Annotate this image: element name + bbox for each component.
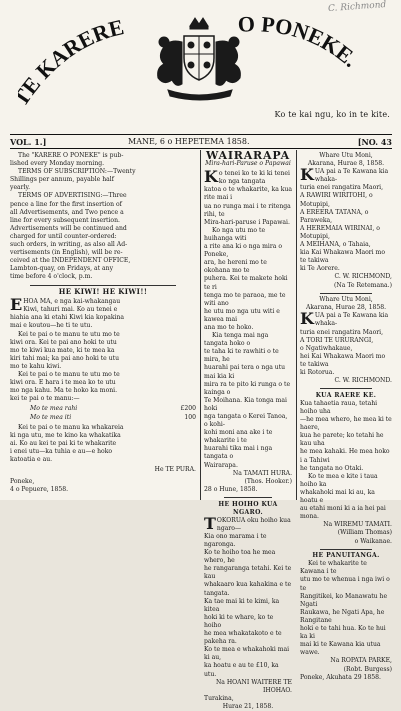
panui-signature-english: (Robt. Burgess) (343, 665, 392, 673)
text-line: mai e koutou—he ti te utu. (10, 322, 93, 330)
kiwi-notice (10, 295, 196, 403)
text-line: whakaaro kua kahakina e te tangata. (204, 581, 292, 597)
text-line: hiahia ana ki etahi Kiwi kia kopakina (10, 314, 125, 322)
text-line: Kia ono marama i te ngaronga. (204, 532, 267, 548)
text-line: kiwi ora. Kei te pai ano hoki te utu (10, 338, 117, 346)
drop-cap: K (204, 167, 218, 187)
price-label: Mo te mea iti (30, 413, 72, 421)
text-line: huarahi tika mai i nga tangata o (204, 445, 273, 461)
kaere-place: o Waikanae. (354, 537, 392, 545)
divider (30, 285, 176, 286)
drop-cap: T (204, 513, 216, 533)
text-line: ara, he hereni mo te okohana mo te (204, 259, 267, 275)
text-line: te taha ki te rawhiti o te mira, he (204, 348, 279, 364)
text-line: Ko nga utu mo te huihanga witi (204, 226, 266, 242)
text-line: ki Rotorua. (300, 369, 335, 377)
text-line: pence a line for the first insertion of (10, 200, 122, 208)
text-line: hei Kai Whakawa Maori mo te takiwa (300, 352, 386, 368)
text-line: ki nga utu, me te kino ka whakatika (10, 431, 121, 439)
text-line: mo nga kahu. Ma te hoko ka moni. (10, 387, 118, 395)
text-line: Lambton-quay, on Fridays, at any (10, 265, 114, 273)
wairarapa-subheading: Mira-hari-Paruse o Papawai (205, 160, 291, 168)
whare-header-1 (300, 152, 392, 168)
issue-rule (10, 148, 392, 149)
text-line: ua no runga mai i te ritenga rihi, te (204, 202, 291, 218)
text-line: he utu mo nga utu witi e kawea mai (204, 307, 280, 323)
column-separator (200, 150, 201, 500)
kiwi-place: Poneke, (10, 478, 35, 486)
divider (224, 497, 272, 498)
text-line: ka hoatu e au te £10, ka utu. (204, 662, 279, 678)
wairarapa-heading: WAIRARAPA (206, 149, 290, 162)
text-line: mai ki te Kawana kia utua wawe. (300, 641, 381, 657)
kiwi-date: 4 o Pepuere, 1858. (10, 486, 69, 494)
text-line: hoki e te tahi hua. Ko te hui ka ki (300, 625, 386, 641)
motto: Ko te kai ngu, ko in te kite. (274, 110, 390, 119)
text-line: Akarana, Hurae 28, 1858. (305, 304, 387, 312)
price-list (30, 405, 196, 421)
divider (320, 549, 372, 550)
text-line: he mea kahaki. He mea hoko i a Tahiwi (300, 448, 390, 464)
text-line: hoki ki te whare, ko te hoiho (204, 613, 274, 629)
text-line: mira ra te pito ki runga o te kainga o (204, 380, 291, 396)
text-line: ai. Ko au kei te pai ki te whakarite (10, 439, 117, 447)
text-line: nga tangata o Kerei Tanoa, o kohi- (204, 413, 288, 429)
text-line: A MEIHANA, o Tahaia, (300, 241, 371, 249)
price-row (30, 414, 196, 422)
divider (320, 388, 372, 389)
hoiho-signature: Na HOANI WAITERE TE IHOHAO. (215, 678, 292, 694)
appointment-signature-1: C. W. RICHMOND, (334, 273, 392, 281)
text-line: kiwi ora. E hara i te mea ko te utu (10, 379, 116, 387)
text-line: TERMS OF ADVERTISING:—Three (18, 192, 127, 200)
issue-date: MANE, 6 o HEPETEMA 1858. (128, 137, 250, 146)
subscription-notice (10, 152, 196, 282)
appointment-signature-1-maori: (Na Te Retemana.) (334, 281, 392, 289)
appointment-signature-2: C. W. RICHMOND. (334, 377, 392, 385)
kiwi-signature: He TE PURA. (154, 466, 196, 474)
text-line: line for every subsequent insertion. (10, 216, 120, 224)
text-line: Kua tahaetia raua, tetahi hoiho uha (300, 399, 378, 415)
text-line: kiri tahi mai; ka pai ano hoki te utu (10, 354, 119, 362)
title-left: E KARERE (18, 14, 127, 99)
text-line: E HOA MA, e nga kai-whakangau (10, 295, 121, 315)
text-line: yearly. (10, 184, 31, 192)
whare-header-2 (300, 296, 392, 312)
wairarapa-signature-english: (Thos. Hooker.) (244, 477, 292, 485)
text-line: Ko te mea e whakahoki mai ki au, (204, 646, 290, 662)
drop-cap: K (300, 309, 314, 329)
text-line: Rangitikei, ko Manawatu he Ngati (300, 592, 388, 608)
panui-place: Poneke, Akuhata 29 1858. (300, 673, 381, 681)
text-line: Kiwi, tahuri mai. Ko au tenei e (23, 306, 118, 314)
text-line: he mea whakatakoto e te pakeha ra. (204, 630, 282, 646)
text-line: kohi moni ana ake i te whakarite i te (204, 429, 273, 445)
wairarapa-date: 28 o Hune, 1858. (204, 485, 258, 493)
text-line: mo te kahu kiwi. (10, 362, 62, 370)
kaere-signature: Na WIREMU TAMATI. (323, 521, 392, 529)
hoiho-heading: HE HOIHO KUA NGARO. (218, 500, 278, 516)
middle-column (204, 149, 293, 710)
kaere-notice (300, 400, 392, 521)
text-line: Akarana, Hurae 8, 1858. (307, 160, 385, 168)
text-line: i enei utu—ka tuhia e au—e hoko (10, 447, 113, 455)
panui-signature: Na ROPATA PARKE, (330, 657, 392, 665)
text-line: utu mo te whenua i nga iwi o te (300, 576, 390, 592)
price-value: £200 (180, 405, 196, 413)
hoiho-notice (204, 513, 292, 679)
text-line: huarahi pai tera o nga utu mai kia ki (204, 364, 286, 380)
text-line: vertisements (in English), will be re- (10, 249, 123, 257)
text-line: a rite ana ki o nga mira o Poneke, (204, 243, 283, 259)
top-rule (10, 134, 392, 135)
panui-heading: HE PANUITANGA. (312, 552, 380, 560)
text-line: Kei te pai o te manu ka whakareia (18, 423, 124, 431)
text-line: turia enei rangatira Maori, (300, 184, 384, 192)
text-line: katoatia e au. (10, 455, 53, 463)
text-line: Advertisements will be continued and (10, 224, 127, 232)
issue-bar (10, 137, 392, 148)
text-line: turia enei rangatira Maori, (300, 328, 384, 336)
text-line: he rangaranga tetahi. Kei te kau (204, 565, 292, 581)
text-line: o Ngatiwhakaue, (300, 344, 353, 352)
text-line: Ko tenei ko te ki ki tenei ko nga tangata (204, 167, 290, 187)
text-line: Kei te pai o te manu te utu mo te (18, 330, 120, 338)
left-column (10, 152, 196, 500)
text-line: charged for until counter-ordered: (10, 232, 117, 240)
text-line: kia Kai Whakawa Maori mo te takiwa (300, 249, 386, 265)
text-line: Wairarapa. (204, 461, 238, 469)
text-line: —he mea whero, he mea ki te haere, (300, 416, 392, 432)
text-line: katoa o te whakarite, ka kua rite mai i (204, 186, 293, 202)
text-line: such orders, in writing, as also all Ad- (10, 241, 128, 249)
column-separator-right (296, 150, 297, 500)
text-line: ana mo te hoko. (204, 323, 254, 331)
kiwi-notice-continued (10, 424, 196, 464)
text-line: KUA pai a Te Kawana kia whaka- (300, 309, 389, 329)
kaere-signature-english: (William Thomas) (337, 529, 392, 537)
price-value: 100 (184, 413, 196, 421)
appointment-notice-1 (300, 165, 392, 273)
text-line: au etahi moni ki a ia hei pai mona. (300, 505, 386, 521)
text-line: Mira-hari-paruse i Papawai. (204, 218, 290, 226)
text-line: ceived at the INDEPENDENT OFFICE, (10, 257, 131, 265)
text-line: Whare Utu Moni, (319, 152, 373, 159)
appointment-notice-2 (300, 309, 392, 377)
text-line: A RAWIRI WIRITOHI, o Motupipi, (300, 192, 373, 208)
title-right: O PONEKE. (237, 12, 363, 72)
hoiho-place: Turakina, (204, 694, 234, 702)
text-line: The "KARERE O PONEKE" is pub- (18, 152, 124, 159)
text-line: A EREERA TATANA, o Paraweka, (300, 208, 369, 224)
text-line: Ka tae mai ki te kimi, ka kitea (204, 597, 280, 613)
text-line: Shillings per annum, payable half (10, 176, 114, 184)
text-line: kua he parete; ko tetahi he kau uha (300, 432, 384, 448)
price-label: Mo te mea rahi (30, 405, 78, 413)
text-line: TOKORUA oku hoiho kua ngaro— (204, 513, 291, 533)
text-line: all Advertisements, and Two pence a (10, 208, 124, 216)
text-line: whakahoki mai ki au, ka hoatu e (300, 488, 375, 505)
text-line: A TORI TE URURANGI, (300, 336, 374, 344)
text-line: Ko te hoiho toa he mea whero, he (204, 549, 276, 565)
text-line: Te Moihana. Kia tonga mai hoki (204, 396, 287, 412)
text-line: Kei te whakarite te Kawana i te (300, 560, 367, 576)
wairarapa-notice (204, 167, 293, 469)
hoiho-date: Hurae 21, 1858. (222, 702, 274, 710)
kiwi-heading: HE KIWI! HE KIWI!! (58, 287, 148, 297)
text-line: Whare Utu Moni, (319, 296, 373, 304)
text-line: Raukawa, he Ngati Apa, he Rangitane (300, 608, 385, 624)
text-line: tenga mo te paraoa, me te witi ano (204, 291, 286, 307)
text-line: he tangata no Otaki. (300, 464, 364, 472)
drop-cap: K (300, 165, 314, 185)
text-line: puhera. Kei te makete hoki te ri (204, 275, 288, 291)
text-line: TERMS OF SUBSCRIPTION:—Twenty (18, 168, 136, 176)
text-line: KUA pai a Te Kawana kia whaka- (300, 165, 389, 185)
handwritten-signature: C. Richmond (327, 0, 387, 15)
right-column (300, 152, 392, 681)
text-line: ki Te Aorere. (300, 265, 340, 273)
kaere-heading: KUA RAERE KE. (315, 391, 377, 399)
text-line: time before 4 o'clock, p.m. (10, 273, 93, 281)
text-line: Kia tenga mai nga tangata hoko o (204, 332, 269, 348)
text-line: Ko te mea e kite i taua hoiho ka (300, 472, 378, 488)
volume-label: VOL. 1.] (10, 137, 47, 147)
drop-cap: E (10, 295, 23, 315)
text-line: lished every Monday morning. (10, 160, 105, 168)
text-line: Kei te pai o te manu te utu mo te (18, 371, 120, 379)
price-row (30, 405, 196, 413)
panui-notice (300, 560, 392, 657)
text-line: kei te pai o te manu:— (10, 395, 80, 403)
text-line: A HEREMAIA WIRINAI, o Motupipi, (300, 224, 380, 240)
coat-of-arms-icon (158, 18, 241, 100)
issue-number: [NO. 43 (357, 137, 392, 147)
divider (320, 293, 372, 294)
text-line: mo te kiwi kua mate, ki te mea ka (10, 346, 115, 354)
wairarapa-signature: Na TAMATI HURA. (232, 469, 292, 477)
